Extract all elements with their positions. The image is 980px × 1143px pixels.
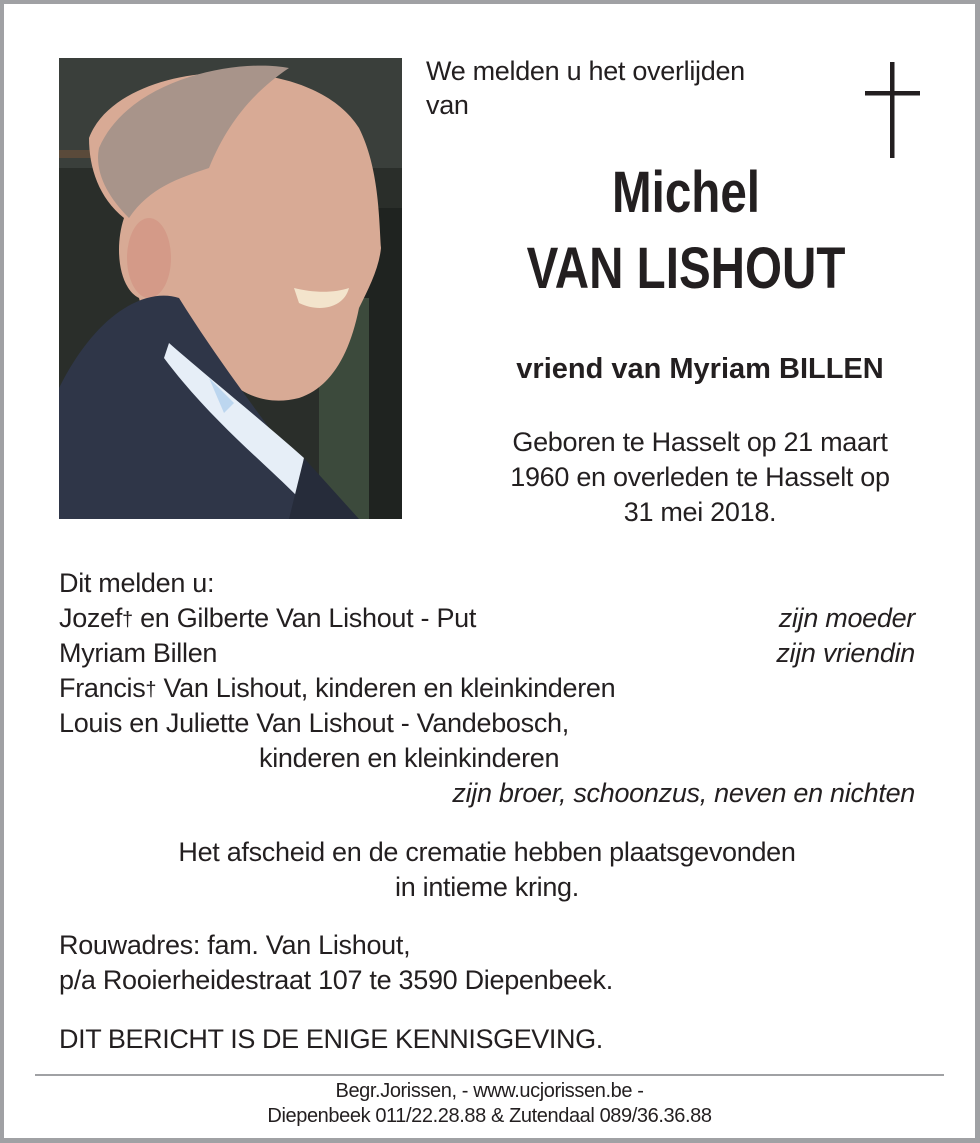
birth-death-text [426,425,974,530]
mourner-closing-row [59,776,915,811]
cross-icon [862,62,922,158]
footer-divider [35,1074,944,1076]
mourner-row [59,601,915,636]
address-line-1: Rouwadres: fam. Van Lishout, [59,930,411,960]
ceremony-line-1: Het afscheid en de crematie hebben plaatsgevonden [178,837,796,867]
mourners-list [59,566,915,811]
mourner-row [59,671,915,706]
portrait-photo [59,58,402,519]
mourner-continuation: kinderen en kleinkinderen [259,743,560,773]
ceremony-line-2: in intieme kring. [395,872,579,902]
mourner-name: Jozef† en Gilberte Van Lishout - Put [59,603,477,633]
birth-death-line-1: Geboren te Hasselt op 21 maart [512,427,888,457]
intro-line-2: van [426,90,469,120]
relation-line: vriend van Myriam BILLEN [516,353,884,385]
mourners-header-text: Dit melden u: [59,568,215,598]
birth-death-line-2: 1960 en overleden te Hasselt op [510,462,890,492]
footer-line-2: Diepenbeek 011/22.28.88 & Zutendaal 089/36.36.88 [267,1105,712,1127]
mourner-row-indented [59,741,915,776]
birth-death-line-3: 31 mei 2018. [623,497,777,527]
mourner-closing-relation: zijn broer, schoonzus, neven en nichten [452,778,915,808]
deceased-first-name: Michel [611,160,761,225]
dagger-icon: † [145,679,157,701]
mourner-name: Myriam Billen [59,638,218,668]
ceremony-text [59,835,915,905]
mourners-header [59,566,915,601]
intro-line-1: We melden u het overlijden [426,56,745,86]
deceased-last-name: VAN LISHOUT [526,236,846,301]
mourner-row [59,706,915,741]
mourning-address [59,928,919,998]
mourner-relation: zijn vriendin [776,638,915,668]
notice-text: DIT BERICHT IS DE ENIGE KENNISGEVING. [59,1024,603,1054]
address-line-2: p/a Rooierheidestraat 107 te 3590 Diepenbeek. [59,965,613,995]
footer-line-1: Begr.Jorissen, - www.ucjorissen.be - [335,1080,644,1102]
dagger-icon: † [122,609,133,631]
mourner-row [59,636,915,671]
mourner-name: Francis† Van Lishout, kinderen en kleinkinderen [59,673,616,703]
mourner-name: Louis en Juliette Van Lishout - Vandebosch, [59,708,569,738]
funeral-home-footer [35,1079,944,1129]
mourner-relation: zijn moeder [778,603,915,633]
intro-text [426,54,846,122]
